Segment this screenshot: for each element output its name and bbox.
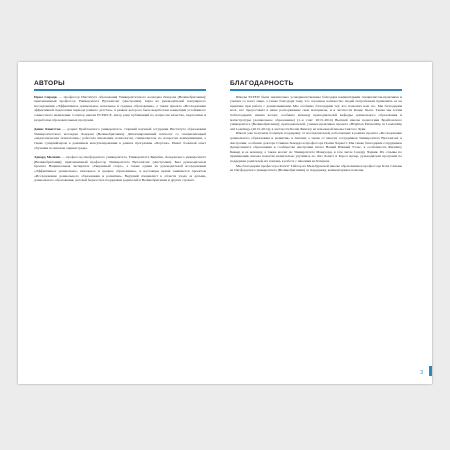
author-bio: — профессор Института образования Университетского колледжа Лондона (Великобритания); приглашенный профессор Университета Вуллонгонг (Австралия). Одна из руководителей популярного исследования «Эффективное дошкольное, начальное и среднее образование», а также проекта «Исследование эффективной педагогики периода раннего детства», в рамках которого была выработана концепция устойчивого совместного мышления. Соавтор шкалы ECERS-E, автор ряда публикаций по вопросам качества, педагогики и разработки образовательных программ.	[34, 94, 206, 122]
author-name: Денис Кингстон	[34, 127, 61, 132]
author-name: Ирам Сирадж	[34, 94, 58, 99]
acknowledgement-paragraph: Шкала уже получила большую поддержку от исследователей, работающих в рамках проекта «Исследование дошкольного образования и развития» в Англии, а также от многих сотрудников Университета Вуллонгонг в Австралии, особенно доктора Стивена Ховарда и профессора Полин Харкотт. Мы также благодарим сотрудников Департамента образования и сообщества Австралии штата Новый Южный Уэльс, в особенности Филлипу Беккер и ее команду, а также коллег из Университета Маккуори, в том числе Сандру Чэдвик. Их отзывы по применению шкалы помогли значительно улучшить ее. Лиз Ловатт и Кэрол Арчер, руководители программ по поддержке родителей, их помощь в работе с шкалами из Кэмдена.	[230, 131, 402, 163]
acknowledgement-paragraph: Шкалы SSTEW были значительно усовершенствованы благодаря комментариям специалистов-практиков и ученых со всего мира, а также благодаря тому, что огромное количество людей попробовали применить ее на практике при работе с дошкольниками. Мы особенно благодарим тех, кто позволил нам это. Мы благодарим всех, кто предоставил в наше распоряжение свои материалы, и в частности Канде Хьюз. Также мы хотим поблагодарить наших коллег, особенно команду преподавателей кафедры дошкольного образования и магистратуры (дошкольное образование) (1–я этап: 2013–2014) Высшей школы педагогики Брайтонского университета (Великобритания); преподавателей, ученых-практиков проекта «Brighton Partnership in Leadership and Learning» (2013–2014), в частности Белли Финлоу из начальной школы Святого Луки.	[230, 94, 402, 131]
page-number: 3	[420, 370, 423, 376]
acknowledgement-paragraph: Мы благодарим профессора Кэлетт Тайлор из Мельбурнской школы образования и профессора Кэти Сильвы из Оксфордского университета (Великобритания) за поддержку, комментарии и помощь.	[230, 163, 402, 173]
page-edge-tab	[429, 366, 432, 376]
document-page	[18, 62, 432, 384]
author-name: Эдвард Мелхиш	[34, 155, 61, 160]
author-entry	[34, 95, 206, 123]
author-entry	[34, 155, 206, 183]
heading-rule	[230, 89, 402, 91]
author-entry	[34, 127, 206, 150]
acknowledgements-column	[230, 78, 402, 173]
acknowledgements-heading: БЛАГОДАРНОСТЬ	[230, 80, 294, 87]
authors-column	[34, 78, 206, 188]
authors-heading: АВТОРЫ	[34, 80, 65, 87]
heading-rule	[34, 89, 206, 91]
author-bio: — доцент Брайтонского университета, старший научный сотрудник Института образования Университетского колледжа Лондона (Великобритания). Дипломированный психолог со специализацией «педагогическая психология»; работала школьным психологом, специалистом по вопросам коммуникации, а также супервайзером в домашнем консультировании в рамках программы «Портаж». Имеет большой опыт обучения по шкалам оценки среды.	[34, 127, 206, 150]
author-bio: — профессор Оксфордского университета, Университета Биркбек, Лондонского университета (Великобритания); приглашенный профессор Университета Вуллонгонг (Австралия). Был руководителем проекта Национальная экспертиза «Уверенный старт», а также одним из руководителей исследования «Эффективное дошкольное, начальное и среднее образование», в настоящее время занимается проектом «Исследование дошкольного образования и развития». Ведущий специалист в области ухода за детьми, дошкольного образования, детской бедности и поддержки родителей в Великобритании и других странах.	[34, 155, 206, 183]
